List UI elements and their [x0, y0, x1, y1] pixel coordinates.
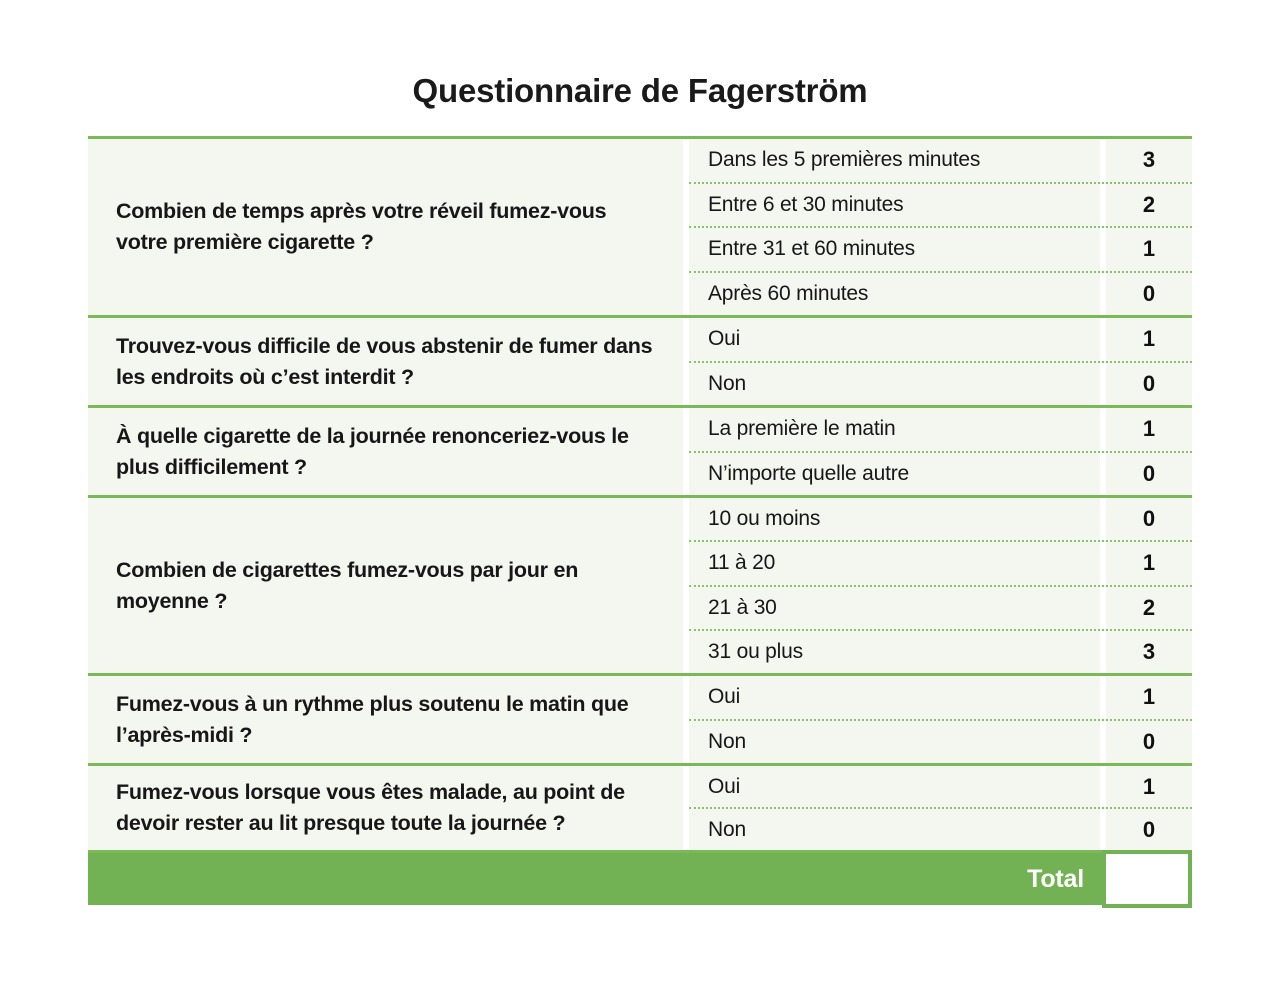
total-label: Total [1027, 864, 1084, 893]
option-score: 1 [1100, 766, 1192, 807]
question-cell-q2 [88, 318, 689, 405]
option-score: 1 [1100, 318, 1192, 361]
question-cell-q6 [88, 766, 689, 850]
option-label: Dans les 5 premières minutes [708, 148, 981, 172]
option-label: 31 ou plus [708, 639, 803, 663]
question-text-q6: Fumez-vous lorsque vous êtes malade, au point de devoir rester au lit presque toute la journée ? [116, 780, 625, 835]
option-row[interactable] [689, 676, 1192, 721]
question-text-q1: Combien de temps après votre réveil fumez-vous votre première cigarette ? [116, 199, 607, 254]
option-row[interactable] [689, 721, 1192, 764]
option-label: 11 à 20 [708, 551, 776, 575]
option-label: 10 ou moins [708, 507, 821, 531]
option-score: 1 [1100, 542, 1192, 584]
option-score: 0 [1100, 809, 1192, 850]
options-column-q2 [689, 318, 1192, 405]
option-label: Oui [708, 327, 741, 351]
option-score: 0 [1100, 498, 1192, 540]
option-score: 0 [1100, 721, 1192, 764]
option-row[interactable] [689, 139, 1192, 184]
question-text-q2: Trouvez-vous difficile de vous abstenir de fumer dans les endroits où c’est interdit ? [116, 333, 653, 389]
option-label: La première le matin [708, 417, 896, 441]
option-label: Oui [708, 685, 741, 709]
questionnaire-table [88, 136, 1192, 853]
option-row[interactable] [689, 809, 1192, 850]
question-block-q3 [88, 405, 1192, 495]
option-score: 0 [1100, 453, 1192, 496]
option-label: 21 à 30 [708, 595, 777, 619]
question-block-q2 [88, 315, 1192, 405]
option-score: 1 [1100, 676, 1192, 719]
question-cell-q4 [88, 498, 689, 673]
option-row[interactable] [689, 363, 1192, 406]
option-label: Non [708, 371, 746, 395]
option-row[interactable] [689, 542, 1192, 586]
question-cell-q1 [88, 139, 689, 315]
question-block-q4 [88, 495, 1192, 673]
question-block-q6 [88, 763, 1192, 853]
option-row[interactable] [689, 228, 1192, 273]
option-label: Entre 6 et 30 minutes [708, 192, 904, 216]
option-row[interactable] [689, 184, 1192, 229]
options-column-q3 [689, 408, 1192, 495]
options-column-q1 [689, 139, 1192, 315]
option-score: 0 [1100, 273, 1192, 316]
option-row[interactable] [689, 587, 1192, 631]
option-score: 1 [1100, 408, 1192, 451]
question-block-q1 [88, 136, 1192, 315]
question-block-q5 [88, 673, 1192, 763]
total-score-input[interactable] [1102, 850, 1192, 908]
option-row[interactable] [689, 273, 1192, 316]
option-score: 2 [1100, 587, 1192, 629]
option-row[interactable] [689, 631, 1192, 673]
question-text-q4: Combien de cigarettes fumez-vous par jour en moyenne ? [116, 557, 579, 613]
option-label: Après 60 minutes [708, 281, 869, 305]
question-text-q5: Fumez-vous à un rythme plus soutenu le matin que l’après-midi ? [116, 691, 629, 747]
total-row [88, 853, 1192, 905]
question-cell-q3 [88, 408, 689, 495]
option-score: 0 [1100, 363, 1192, 406]
option-score: 3 [1100, 139, 1192, 182]
option-row[interactable] [689, 318, 1192, 363]
total-bar [88, 853, 1102, 905]
question-text-q3: À quelle cigarette de la journée renonceriez-vous le plus difficilement ? [116, 423, 629, 479]
option-label: Non [708, 817, 746, 841]
option-label: N’importe quelle autre [708, 461, 910, 485]
page-title: Questionnaire de Fagerström [412, 72, 868, 109]
option-row[interactable] [689, 498, 1192, 542]
question-cell-q5 [88, 676, 689, 763]
options-column-q6 [689, 766, 1192, 850]
option-row[interactable] [689, 453, 1192, 496]
option-row[interactable] [689, 766, 1192, 809]
options-column-q4 [689, 498, 1192, 673]
option-score: 2 [1100, 184, 1192, 227]
option-label: Entre 31 et 60 minutes [708, 237, 915, 261]
option-label: Non [708, 729, 746, 753]
option-row[interactable] [689, 408, 1192, 453]
options-column-q5 [689, 676, 1192, 763]
option-label: Oui [708, 774, 741, 798]
option-score: 1 [1100, 228, 1192, 271]
option-score: 3 [1100, 631, 1192, 673]
